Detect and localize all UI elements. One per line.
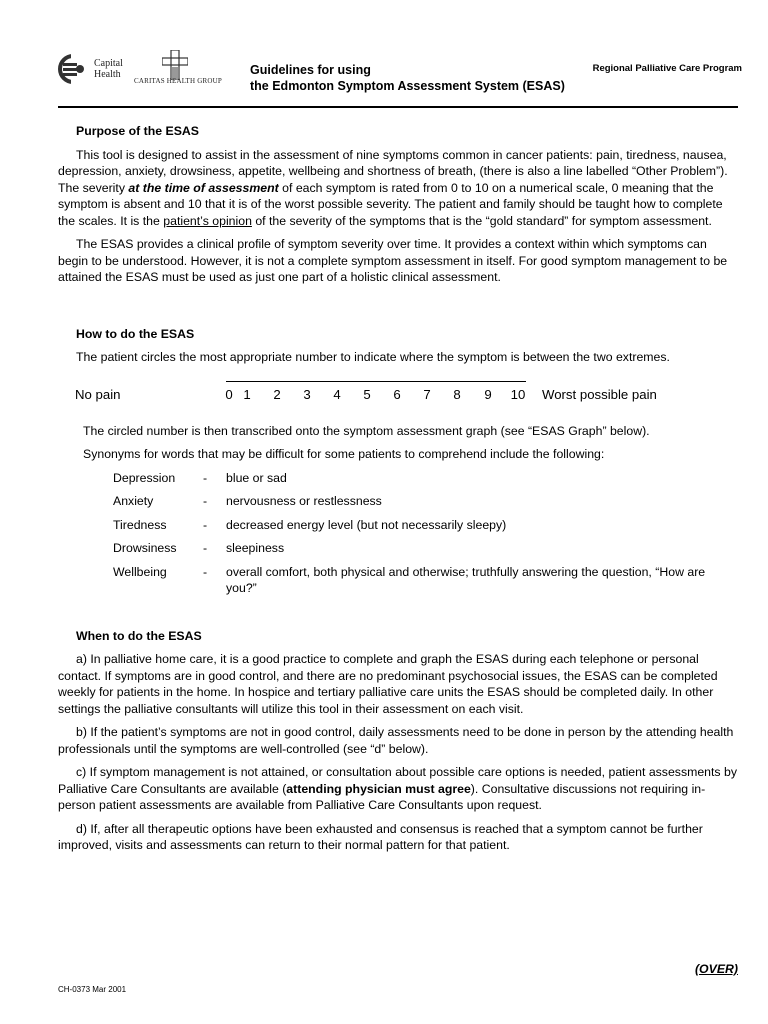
list-item [58,493,738,510]
page-header [0,0,768,112]
form-code: CH-0373 Mar 2001 [58,985,127,994]
how-paragraph-2: The circled number is then transcribed onto the symptom assessment graph (see “ESAS Graph” below). [83,423,650,438]
synonym-dash: - [203,564,208,579]
scale-left-label: No pain [75,386,121,402]
synonym-definition: overall comfort, both physical and otherwise; truthfully answering the question, “How are you?” [226,564,706,595]
document-title-line2: the Edmonton Symptom Assessment System (ESAS) [250,79,565,93]
synonym-term: Anxiety [113,494,154,508]
when-c-text-c: ). Consultative discussions not requiring in-person patient assessments are available from Palliative Care Consultants upon request. [58,781,706,812]
synonym-term: Tiredness [113,517,167,532]
document-title [250,62,565,94]
when-paragraph-a: a) In palliative home care, it is a good practice to complete and graph the ESAS during each telephone or personal contact. If symptoms are in good control, and there are no predominant psychosocial issues, the ESAS can be completed weekly for patients in the home. In hospice and tertiary palliative care units the ESAS should be completed daily. In other settings the palliative consultants will utilize this tool in their assessment on each visit. [58,652,718,716]
pain-scale [58,373,738,417]
purpose-text-a: This tool is designed to assist in the assessment of nine symptoms common in cancer patients: pain, tiredness, nausea, depression, anxiety, drowsiness, appetite, wellbeing and shortness of breath, (there is also a line labelled “Other Problem”). The severity [58,147,728,195]
when-c-text-a: c) If symptom management is not attained, or consultation about possible care options is needed, patient assessments by Palliative Care Consultants are available ( [58,765,737,796]
synonym-dash: - [203,541,208,555]
scale-number: 0 [225,386,233,402]
purpose-text-c: of the severity of the symptoms that is the “gold standard” for symptom assessment. [251,213,712,228]
caritas-logo [134,50,244,90]
scale-number: 9 [484,386,492,402]
scale-line [226,381,526,382]
list-item [58,470,738,487]
purpose-heading: Purpose of the ESAS [76,124,199,138]
caritas-logo-text: CARITAS HEALTH GROUP [134,77,222,85]
capital-health-ring-icon [58,54,88,84]
synonyms-list [58,470,738,597]
over-indicator: (OVER) [694,962,738,976]
caritas-cross-icon [162,50,188,80]
document-body [58,116,738,861]
purpose-emphasis: at the time of assessment [128,180,279,195]
how-paragraph-1: The patient circles the most appropriate number to indicate where the symptom is between the two extremes. [76,350,670,364]
list-item [58,540,738,557]
purpose-paragraph-1 [58,147,738,230]
document-title-line1: Guidelines for using [250,63,371,77]
scale-number: 3 [303,386,311,402]
capital-health-logo-text: Capital Health [94,58,123,80]
header-divider [58,106,738,108]
scale-number: 1 [243,386,251,402]
purpose-text-b: of each symptom is rated from 0 to 10 on a numerical scale, 0 meaning that the symptom is absent and 10 that it is of the worst possible severity. The patient and family should be taught how to complete the scales. It is the [58,180,723,228]
list-item [58,564,738,597]
scale-number: 5 [363,386,371,402]
synonym-definition: sleepiness [226,541,285,555]
scale-number: 2 [273,386,281,402]
synonym-dash: - [203,470,208,485]
when-paragraph-b: b) If the patient’s symptoms are not in good control, daily assessments need to be done in person by the attending health professionals until the symptoms are well-controlled (see “d” below). [58,725,734,756]
when-c-bold: attending physician must agree [286,781,471,796]
scale-number: 10 [510,386,526,402]
scale-number: 7 [423,386,431,402]
synonym-dash: - [203,517,208,532]
when-heading: When to do the ESAS [76,628,202,643]
synonym-definition: nervousness or restlessness [226,494,382,508]
when-paragraph-d: d) If, after all therapeutic options have been exhausted and consensus is reached that a symptom cannot be further improved, visits and assessments can return to their normal pattern for that patient. [58,821,703,852]
scale-number: 6 [393,386,401,402]
synonym-term: Wellbeing [113,564,167,579]
how-heading: How to do the ESAS [76,326,195,341]
scale-right-label: Worst possible pain [542,386,657,402]
list-item [58,517,738,534]
when-paragraph-c [58,764,738,814]
synonym-dash: - [203,494,208,508]
synonym-term: Drowsiness [113,541,177,555]
purpose-underlined: patient’s opinion [163,213,252,228]
program-name: Regional Palliative Care Program [592,63,742,74]
scale-number: 4 [333,386,341,402]
how-paragraph-3: Synonyms for words that may be difficult for some patients to comprehend include the following: [83,447,605,461]
synonym-definition: decreased energy level (but not necessarily sleepy) [226,517,507,532]
scale-number: 8 [453,386,461,402]
synonym-definition: blue or sad [226,470,287,485]
synonym-term: Depression [113,470,176,485]
purpose-paragraph-2: The ESAS provides a clinical profile of symptom severity over time. It provides a context within which symptoms can begin to be understood. However, it is not a complete symptom assessment in itself. For good symptom management to be attained the ESAS must be used as just one part of a holistic clinical assessment. [58,237,728,284]
